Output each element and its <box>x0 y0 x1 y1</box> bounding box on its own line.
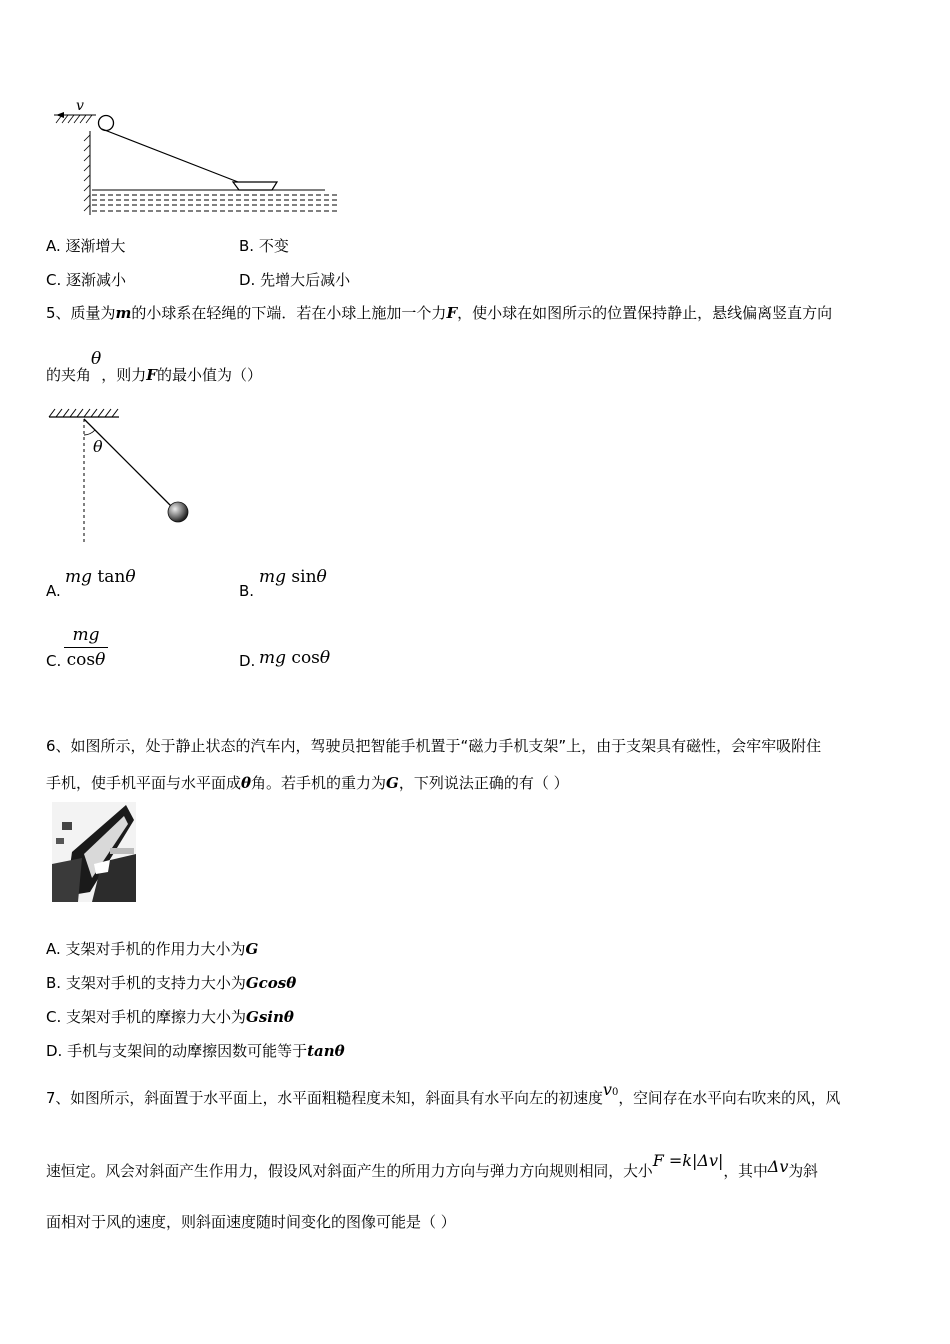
q5-line-1: 5、质量为m的小球系在轻绳的下端．若在小球上施加一个力F，使小球在如图所示的位置保持静止，悬线偏离竖直方向 <box>46 304 833 322</box>
q7-line-3: 面相对于风的速度，则斜面速度随时间变化的图像可能是（ ） <box>46 1213 456 1231</box>
q5-line-2: 的夹角θ，则力F的最小值为（） <box>46 349 262 384</box>
q5-option-d-formula: mg cosθ <box>259 648 331 668</box>
q7-line-1: 7、如图所示，斜面置于水平面上，水平面粗糙程度未知，斜面具有水平向左的初速度$v^0$，空间存在水平向右吹来的风，风 <box>46 1080 841 1107</box>
q5-option-a-label: A. <box>46 582 61 600</box>
theta-symbol: θ <box>91 349 102 369</box>
q6-option-b: B. 支架对手机的支持力大小为Gcosθ <box>46 974 297 992</box>
q6-option-d: D. 手机与支架间的动摩擦因数可能等于tanθ <box>46 1042 345 1060</box>
q4-option-d: D. 先增大后减小 <box>239 271 351 289</box>
q5-option-d-label: D. <box>239 652 256 670</box>
q6-line-1: 6、如图所示，处于静止状态的汽车内，驾驶员把智能手机置于“磁力手机支架”上，由于支架具有磁性，会牢牢吸附住 <box>46 737 822 755</box>
q7-formula: F =k|Δv| <box>652 1151 724 1170</box>
pulley-boat-figure <box>40 95 350 220</box>
q5-option-b-label: B. <box>239 582 255 600</box>
q5-option-c-fraction: mg cosθ <box>64 625 108 670</box>
q4-option-b: B. 不变 <box>239 237 289 255</box>
q5-option-a-formula: mg tanθ <box>65 567 136 587</box>
q6-line-2: 手机，使手机平面与水平面成θ角。若手机的重力为G，下列说法正确的有（ ） <box>46 774 569 792</box>
pendulum-theta-label: θ <box>93 437 103 456</box>
q4-option-c: C. 逐渐减小 <box>46 271 127 289</box>
q5-option-c-label: C. <box>46 652 62 670</box>
velocity-label: v <box>76 98 84 114</box>
pendulum-figure <box>45 405 205 550</box>
q7-line-2: 速恒定。风会对斜面产生作用力，假设风对斜面产生的所用力方向与弹力方向规则相同，大小F =k|Δv|，其中Δv为斜 <box>46 1151 818 1180</box>
q4-option-a: A. 逐渐增大 <box>46 237 126 255</box>
q5-option-b-formula: mg sinθ <box>259 567 327 587</box>
q6-option-c: C. 支架对手机的摩擦力大小为Gsinθ <box>46 1008 294 1026</box>
phone-holder-photo <box>52 802 136 902</box>
q6-option-a: A. 支架对手机的作用力大小为G <box>46 940 259 958</box>
